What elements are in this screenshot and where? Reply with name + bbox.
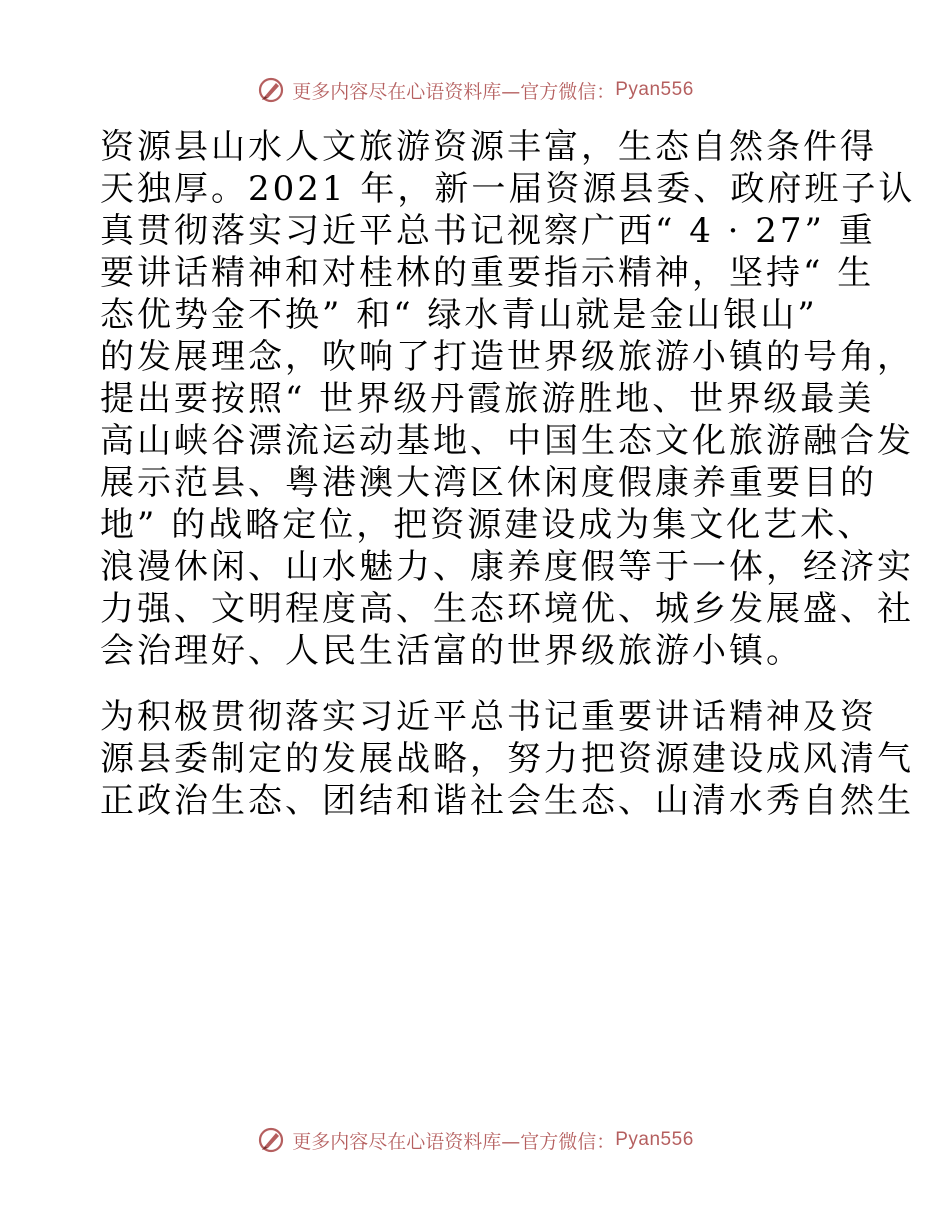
text-line: 为积极贯彻落实习近平总书记重要讲话精神及资	[100, 697, 877, 737]
text-line: 正政治生态、团结和谐社会生态、山清水秀自然生	[100, 781, 914, 821]
watermark-wechat-id: Pyan556	[615, 1129, 694, 1150]
text-line: 要讲话精神和对桂林的重要指示精神，坚持“ 生	[100, 253, 875, 293]
text-line: 会治理好、人民生活富的世界级旅游小镇。	[100, 631, 803, 671]
text-line: 天独厚。2021 年，新一届资源县委、政府班子认	[100, 169, 916, 209]
footer-watermark	[0, 1122, 950, 1158]
text-line: 地” 的战略定位，把资源建设成为集文化艺术、	[100, 505, 875, 545]
text-line: 力强、文明程度高、生态环境优、城乡发展盛、社	[100, 589, 914, 629]
watermark-wechat-id: Pyan556	[615, 79, 694, 100]
paragraph	[100, 696, 914, 822]
text-line: 浪漫休闲、山水魅力、康养度假等于一体，经济实	[100, 547, 914, 587]
watermark-text: 更多内容尽在心语资料库—官方微信：	[292, 80, 616, 103]
text-line: 的发展理念，吹响了打造世界级旅游小镇的号角，	[100, 337, 914, 377]
text-line: 资源县山水人文旅游资源丰富，生态自然条件得	[100, 127, 877, 167]
paragraph	[100, 126, 916, 672]
document-body	[100, 126, 916, 822]
text-line: 提出要按照“ 世界级丹霞旅游胜地、世界级最美	[100, 379, 875, 419]
pen-logo-icon	[256, 1125, 286, 1155]
header-watermark	[0, 72, 950, 108]
text-line: 真贯彻落实习近平总书记视察广西“ 4 · 27” 重	[100, 211, 876, 251]
text-line: 源县委制定的发展战略，努力把资源建设成风清气	[100, 739, 914, 779]
text-line: 态优势金不换” 和“ 绿水青山就是金山银山”	[100, 295, 818, 335]
watermark-text: 更多内容尽在心语资料库—官方微信：	[292, 1130, 616, 1153]
text-line: 展示范县、粤港澳大湾区休闲度假康养重要目的	[100, 463, 877, 503]
text-line: 高山峡谷漂流运动基地、中国生态文化旅游融合发	[100, 421, 914, 461]
pen-logo-icon	[256, 75, 286, 105]
